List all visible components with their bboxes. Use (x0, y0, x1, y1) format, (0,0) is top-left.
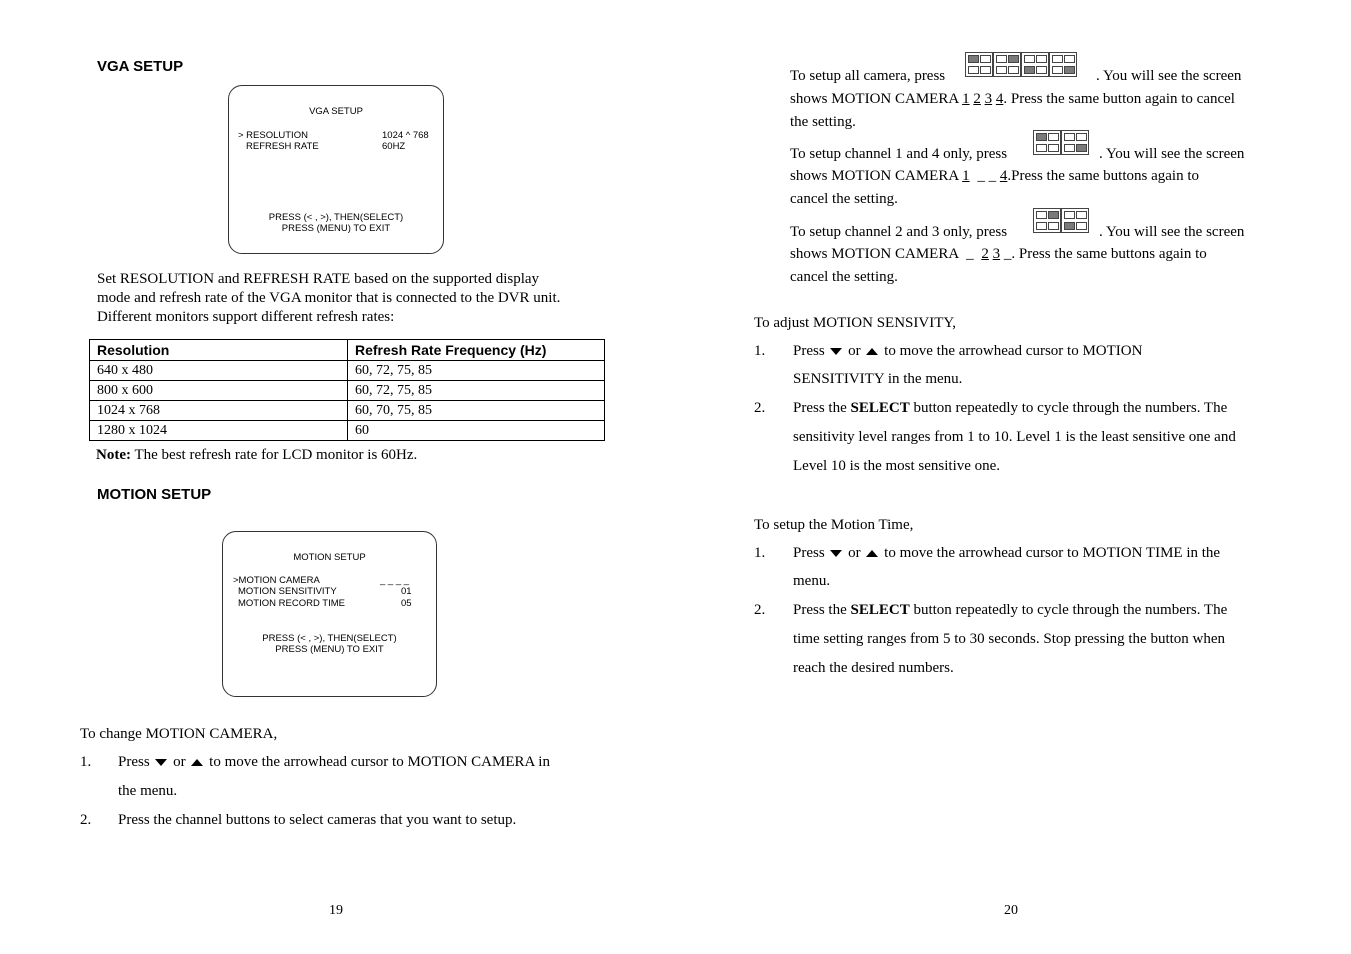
change-camera-intro: To change MOTION CAMERA, (80, 726, 278, 742)
vga-paragraph-line: mode and refresh rate of the VGA monitor that is connected to the DVR unit. (97, 290, 561, 306)
up-arrow-icon (191, 759, 203, 766)
resolution-table (89, 339, 605, 441)
step-text: to move the arrowhead cursor to MOTION TIME in the (884, 545, 1221, 561)
step-text: or (848, 343, 861, 359)
step-text: or (848, 545, 861, 561)
select-keyword: SELECT (850, 400, 910, 416)
vga-screen-title: VGA SETUP (309, 106, 363, 117)
text: the setting. (790, 114, 856, 130)
camera-number: 2 (981, 246, 989, 262)
sensitivity-step-2 (793, 400, 1227, 417)
table-cell: 60, 70, 75, 85 (348, 401, 605, 421)
table-cell: 800 x 600 (90, 381, 348, 401)
table-cell: 60, 72, 75, 85 (348, 381, 605, 401)
channel-3-button-icon (1061, 208, 1089, 233)
text: shows MOTION CAMERA (790, 246, 959, 262)
step-text: button repeatedly to cycle through the numbers. The (909, 400, 1228, 416)
sensitivity-intro: To adjust MOTION SENSIVITY, (754, 315, 957, 331)
camera-number: 2 (973, 91, 981, 107)
text: .Press the same buttons again to (1007, 168, 1199, 184)
table-cell: 1024 x 768 (90, 401, 348, 421)
vga-screen-refresh-value: 60HZ (382, 141, 406, 152)
step-text: reach the desired numbers. (793, 660, 954, 676)
vga-screen-footer-1: PRESS (< , >), THEN(SELECT) (268, 212, 404, 223)
table-cell: 640 x 480 (90, 361, 348, 381)
table-cell: 60 (348, 421, 605, 441)
step-text: time setting ranges from 5 to 30 seconds. Stop pressing the button when (793, 631, 1226, 647)
motion-screen-title: MOTION SETUP (293, 552, 366, 563)
table-header: Resolution (90, 340, 348, 361)
vga-screen-resolution-value: 1024 ^ 768 (382, 130, 429, 141)
step-text: Press the (793, 602, 851, 618)
channel-1-button-icon (965, 52, 993, 77)
all-camera-line-2 (790, 90, 1235, 109)
text: To setup channel 2 and 3 only, press (790, 224, 1008, 240)
step-text: sensitivity level ranges from 1 to 10. Level 1 is the least sensitive one and (793, 429, 1236, 445)
step-text: Press (118, 754, 150, 770)
table-row (90, 421, 605, 441)
text: . Press the same buttons again to (1011, 246, 1207, 262)
motion-screen-record-time-value: 05 (401, 598, 412, 609)
vga-screen-footer-2: PRESS (MENU) TO EXIT (281, 223, 391, 234)
down-arrow-icon (830, 550, 842, 557)
change-step-1 (118, 754, 550, 771)
page-number-left: 19 (329, 903, 343, 918)
table-row (90, 401, 605, 421)
step-number: 1. (754, 545, 766, 561)
ch14-buttons (1033, 130, 1089, 155)
vga-setup-screen (228, 85, 444, 254)
step-text: or (173, 754, 186, 770)
change-step-2: Press the channel buttons to select cameras that you want to setup. (118, 812, 517, 828)
ch23-buttons (1033, 208, 1089, 233)
step-text: the menu. (118, 783, 178, 799)
all-camera-line-1 (790, 67, 945, 86)
up-arrow-icon (866, 550, 878, 557)
vga-paragraph-line: Set RESOLUTION and REFRESH RATE based on the supported display (97, 271, 540, 287)
text: . Press the same button again to cancel (1003, 91, 1235, 107)
camera-number: 4 (995, 91, 1004, 107)
table-header-row (90, 340, 605, 361)
channel-2-button-icon (993, 52, 1021, 77)
note (96, 446, 417, 465)
text: _ _ (977, 168, 997, 184)
text: _ (1003, 246, 1012, 262)
ch23-line-2 (790, 245, 1207, 264)
select-keyword: SELECT (850, 602, 910, 618)
camera-number: 1 (962, 91, 970, 107)
time-step-2 (793, 602, 1227, 619)
table-cell: 60, 72, 75, 85 (348, 361, 605, 381)
up-arrow-icon (866, 348, 878, 355)
step-text: to move the arrowhead cursor to MOTION (884, 343, 1143, 359)
motion-time-intro: To setup the Motion Time, (754, 517, 914, 533)
text: . You will see the screen (1096, 68, 1242, 84)
camera-number: 3 (992, 246, 1001, 262)
text: To setup all camera, press (790, 68, 946, 84)
step-text: Press the (793, 400, 851, 416)
motion-setup-screen (222, 531, 437, 697)
vga-setup-heading: VGA SETUP (97, 58, 184, 75)
step-text: Level 10 is the most sensitive one. (793, 458, 1001, 474)
motion-screen-footer-1: PRESS (< , >), THEN(SELECT) (262, 633, 397, 644)
step-number: 1. (80, 754, 92, 770)
step-text: Press (793, 343, 825, 359)
table-row (90, 381, 605, 401)
text: . You will see the screen (1099, 146, 1245, 162)
step-number: 2. (754, 400, 766, 416)
down-arrow-icon (830, 348, 842, 355)
step-text: SENSITIVITY in the menu. (793, 371, 963, 387)
sensitivity-step-1 (793, 343, 1142, 360)
page-number-right: 20 (1004, 903, 1018, 918)
table-header: Refresh Rate Frequency (Hz) (348, 340, 605, 361)
camera-number: 4 (999, 168, 1008, 184)
text: shows MOTION CAMERA (790, 91, 959, 107)
channel-1-button-icon (1033, 130, 1061, 155)
vga-screen-refresh-label: REFRESH RATE (246, 141, 319, 152)
text: cancel the setting. (790, 269, 898, 285)
camera-number: 3 (984, 91, 993, 107)
step-number: 2. (754, 602, 766, 618)
channel-4-button-icon (1049, 52, 1077, 77)
table-row (90, 361, 605, 381)
motion-setup-heading: MOTION SETUP (97, 486, 212, 503)
table-cell: 1280 x 1024 (90, 421, 348, 441)
ch14-line-2 (790, 167, 1199, 186)
vga-screen-resolution-label: > RESOLUTION (238, 130, 308, 141)
vga-paragraph (97, 270, 617, 327)
motion-screen-record-time-label: MOTION RECORD TIME (238, 598, 345, 609)
text: cancel the setting. (790, 191, 898, 207)
text: _ (966, 246, 974, 262)
channel-2-button-icon (1033, 208, 1061, 233)
motion-screen-footer-2: PRESS (MENU) TO EXIT (275, 644, 384, 655)
step-text: to move the arrowhead cursor to MOTION CAMERA in (209, 754, 550, 770)
step-text: button repeatedly to cycle through the numbers. The (909, 602, 1228, 618)
down-arrow-icon (155, 759, 167, 766)
motion-screen-sensitivity-value: 01 (401, 586, 412, 597)
text: To setup channel 1 and 4 only, press (790, 146, 1008, 162)
note-text: The best refresh rate for LCD monitor is 60Hz. (130, 447, 418, 463)
note-label: Note: (96, 447, 131, 463)
text: shows MOTION CAMERA (790, 168, 959, 184)
all-channel-buttons (965, 52, 1077, 77)
text: . You will see the screen (1099, 224, 1245, 240)
motion-screen-sensitivity-label: MOTION SENSITIVITY (238, 586, 337, 597)
motion-screen-camera-label: >MOTION CAMERA (233, 575, 320, 586)
channel-4-button-icon (1061, 130, 1089, 155)
step-number: 2. (80, 812, 92, 828)
step-text: Press (793, 545, 825, 561)
vga-paragraph-line: Different monitors support different refresh rates: (97, 309, 395, 325)
step-number: 1. (754, 343, 766, 359)
step-text: menu. (793, 573, 831, 589)
time-step-1 (793, 545, 1220, 562)
channel-3-button-icon (1021, 52, 1049, 77)
motion-screen-camera-value: _ _ _ _ (380, 575, 410, 586)
camera-number: 1 (962, 168, 970, 184)
